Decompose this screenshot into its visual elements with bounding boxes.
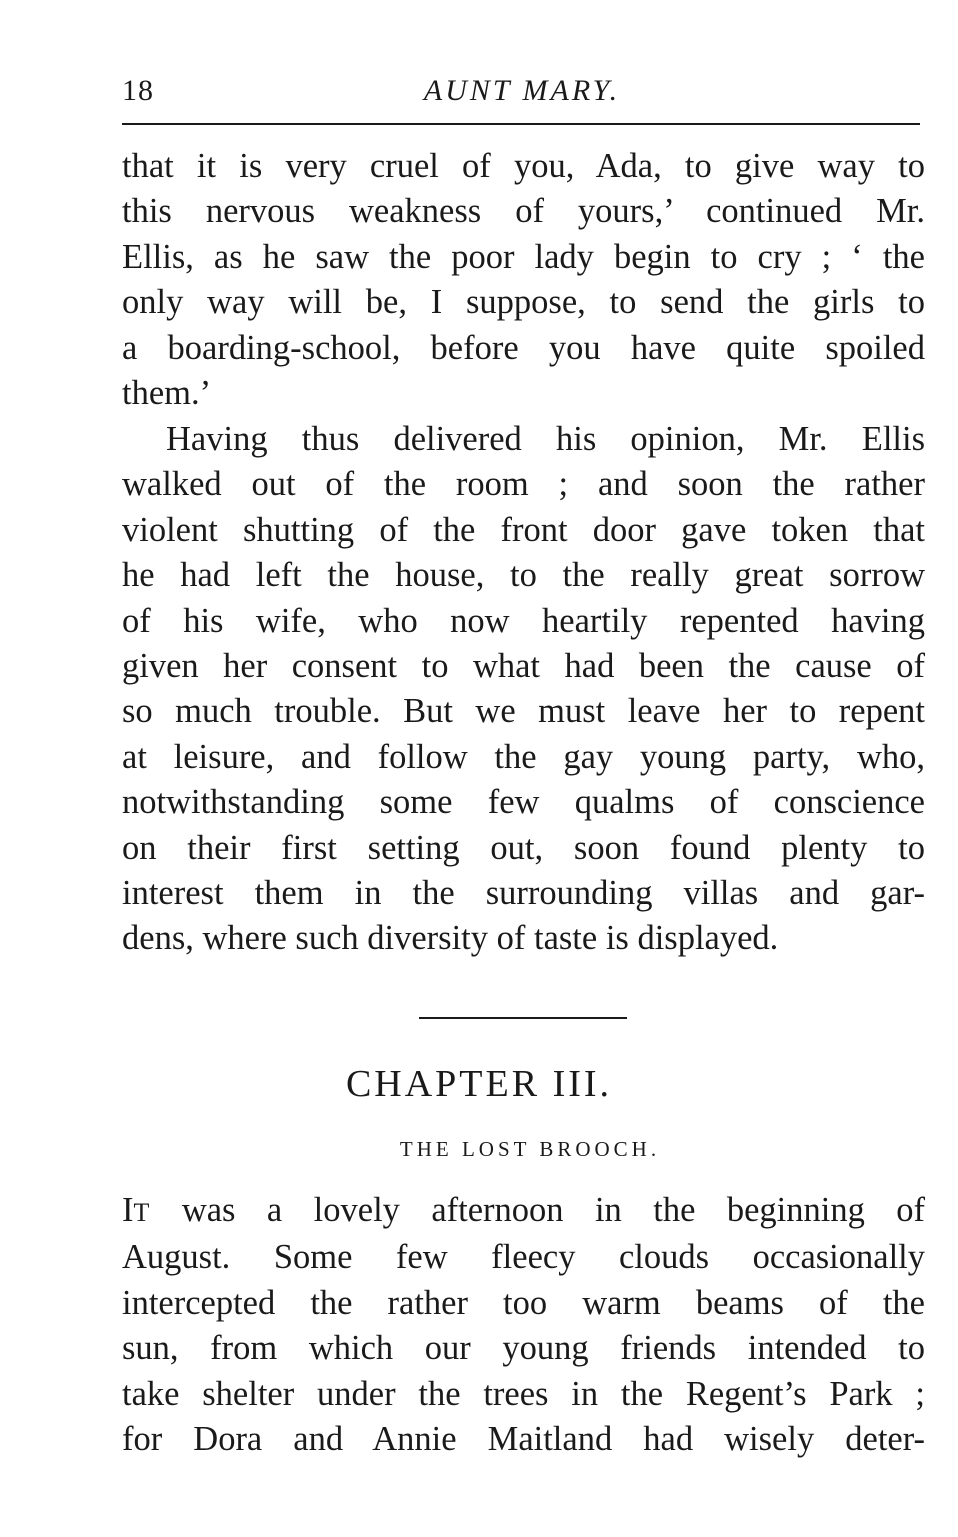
text-line: take shelter under the trees in the Regent’s Park ; — [122, 1374, 925, 1413]
paragraph-continuation — [122, 144, 925, 416]
header-rule — [122, 123, 920, 125]
text-line: so much trouble. But we must leave her to repent — [122, 692, 925, 731]
text-line: Having thus delivered his opinion, Mr. Ellis — [166, 420, 925, 458]
text-line: given her consent to what had been the cause of — [122, 647, 925, 686]
opening-smallcaps: T — [133, 1198, 151, 1227]
text-line: that it is very cruel of you, Ada, to give way to — [122, 147, 925, 185]
paragraph-chapter-opening — [122, 1188, 925, 1462]
text-line: interest them in the surrounding villas and gar- — [122, 874, 925, 913]
running-title: AUNT MARY. — [423, 74, 621, 107]
page-number: 18 — [122, 74, 154, 107]
text-line: of his wife, who now heartily repented having — [122, 601, 925, 640]
text-line: only way will be, I suppose, to send the girls to — [122, 283, 925, 322]
text-line-first — [122, 1188, 925, 1235]
text-line: them.’ — [122, 374, 212, 413]
paragraph-mr-ellis-leaves — [122, 417, 925, 962]
text-line: intercepted the rather too warm beams of the — [122, 1283, 925, 1322]
text-line: he had left the house, to the really great sorrow — [122, 556, 925, 595]
text-line: dens, where such diversity of taste is displayed. — [122, 919, 779, 958]
text-line: a boarding-school, before you have quite spoiled — [122, 328, 925, 367]
text-line: August. Some few fleecy clouds occasionally — [122, 1238, 925, 1277]
text-line: at leisure, and follow the gay young party, who, — [122, 737, 925, 776]
text-line: walked out of the room ; and soon the rather — [122, 465, 925, 504]
text-line: violent shutting of the front door gave token that — [122, 510, 925, 549]
text-line: notwithstanding some few qualms of conscience — [122, 783, 925, 822]
first-line-rest: was a lovely afternoon in the beginning of — [150, 1191, 925, 1229]
text-line: on their first setting out, soon found plenty to — [122, 828, 925, 867]
chapter-title: CHAPTER III. — [345, 1063, 613, 1105]
chapter-subtitle: THE LOST BROOCH. — [399, 1137, 661, 1161]
text-line: sun, from which our young friends intended to — [122, 1329, 925, 1368]
opening-capital: I — [122, 1191, 134, 1229]
text-line: this nervous weakness of yours,’ continued Mr. — [122, 192, 925, 231]
running-header — [122, 70, 922, 110]
section-divider — [419, 1017, 627, 1019]
text-line: Ellis, as he saw the poor lady begin to cry ; ‘ the — [122, 237, 925, 276]
text-line: for Dora and Annie Maitland had wisely deter- — [122, 1420, 925, 1459]
